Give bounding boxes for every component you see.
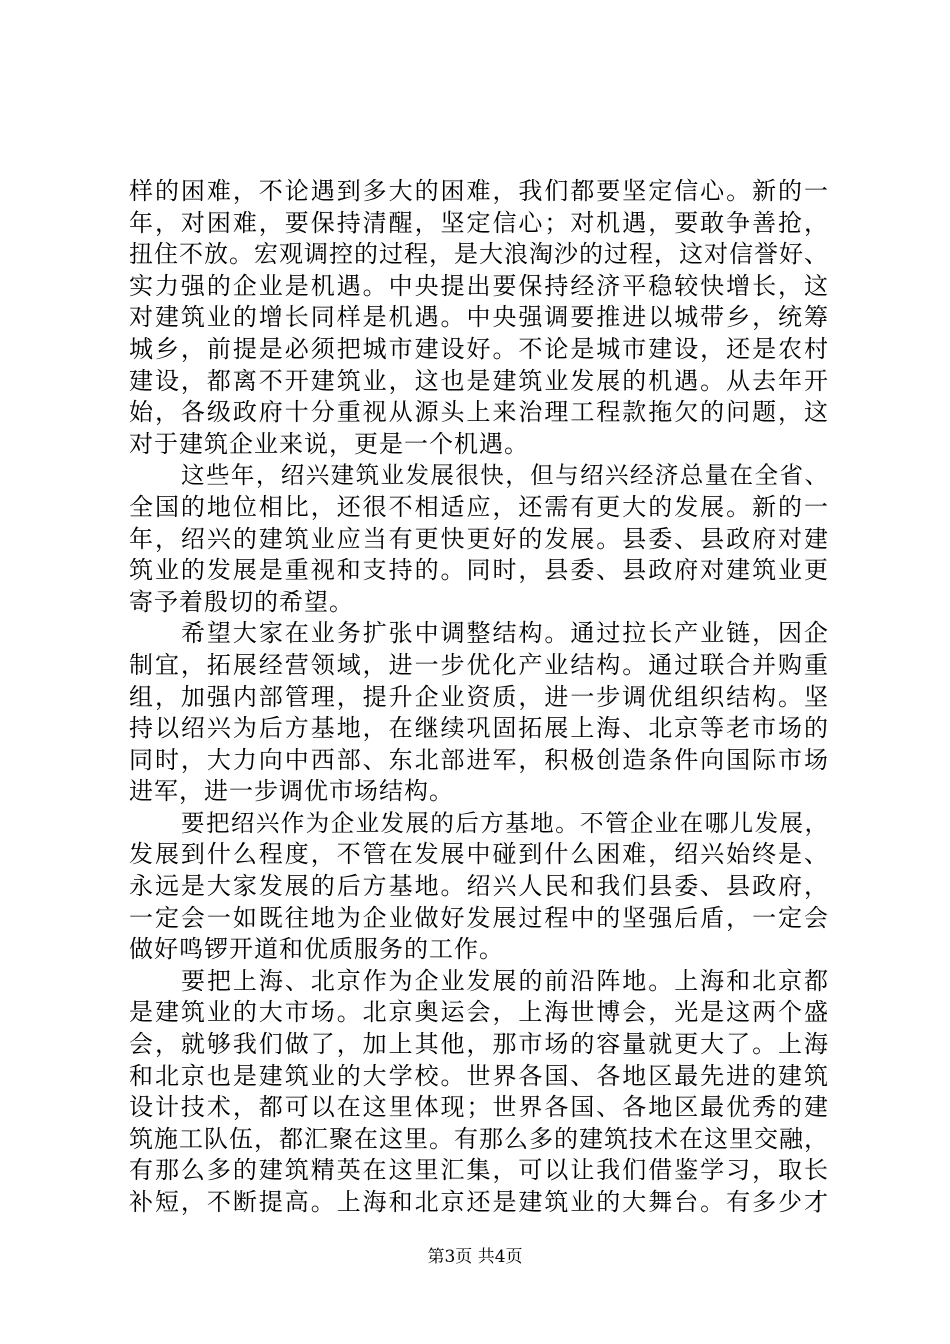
- page-number-footer: 第3页 共4页: [427, 1247, 523, 1267]
- text-line: 实力强的企业是机遇。中央提出要保持经济平稳较快增长，这: [129, 271, 829, 300]
- text-line: 对建筑业的增长同样是机遇。中央强调要推进以城带乡，统筹: [129, 303, 829, 332]
- text-line: 一定会一如既往地为企业做好发展过程中的坚强后盾，一定会: [129, 903, 829, 932]
- text-line: 同时，大力向中西部、东北部进军，积极创造条件向国际市场: [129, 745, 829, 774]
- text-line: 寄予着殷切的希望。: [129, 587, 354, 616]
- text-line: 年，绍兴的建筑业应当有更快更好的发展。县委、县政府对建: [129, 524, 829, 553]
- text-line: 扭住不放。宏观调控的过程，是大浪淘沙的过程，这对信誉好、: [129, 240, 829, 269]
- text-line: 设计技术，都可以在这里体现；世界各国、各地区最优秀的建: [129, 1093, 829, 1122]
- text-line: 制宜，拓展经营领域，进一步优化产业结构。通过联合并购重: [129, 650, 829, 679]
- text-line: 有那么多的建筑精英在这里汇集，可以让我们借鉴学习，取长: [129, 1156, 829, 1185]
- paragraph-start-line: 要把绍兴作为企业发展的后方基地。不管企业在哪儿发展，: [181, 808, 829, 837]
- body-text: [129, 176, 829, 1219]
- text-line: 建设，都离不开建筑业，这也是建筑业发展的机遇。从去年开: [129, 366, 829, 395]
- text-line: 会，就够我们做了，加上其他，那市场的容量就更大了。上海: [129, 1030, 829, 1059]
- paragraph-start-line: 要把上海、北京作为企业发展的前沿阵地。上海和北京都: [181, 966, 829, 995]
- text-line: 持以绍兴为后方基地，在继续巩固拓展上海、北京等老市场的: [129, 714, 829, 743]
- text-line: 进军，进一步调优市场结构。: [129, 777, 454, 806]
- text-line: 组，加强内部管理，提升企业资质，进一步调优组织结构。坚: [129, 682, 829, 711]
- text-line: 对于建筑企业来说，更是一个机遇。: [129, 429, 529, 458]
- text-line: 全国的地位相比，还很不相适应，还需有更大的发展。新的一: [129, 492, 829, 521]
- text-line: 永远是大家发展的后方基地。绍兴人民和我们县委、县政府，: [129, 872, 829, 901]
- paragraph-start-line: 希望大家在业务扩张中调整结构。通过拉长产业链，因企: [181, 619, 829, 648]
- paragraph-start-line: 这些年，绍兴建筑业发展很快，但与绍兴经济总量在全省、: [181, 461, 829, 490]
- text-line: 城乡，前提是必须把城市建设好。不论是城市建设，还是农村: [129, 334, 829, 363]
- text-line: 发展到什么程度，不管在发展中碰到什么困难，绍兴始终是、: [129, 840, 829, 869]
- text-line: 做好鸣锣开道和优质服务的工作。: [129, 935, 504, 964]
- text-line: 是建筑业的大市场。北京奥运会，上海世博会，光是这两个盛: [129, 998, 829, 1027]
- text-line: 和北京也是建筑业的大学校。世界各国、各地区最先进的建筑: [129, 1061, 829, 1090]
- text-line: 年，对困难，要保持清醒，坚定信心；对机遇，要敢争善抢，: [129, 208, 829, 237]
- text-line: 筑施工队伍，都汇聚在这里。有那么多的建筑技术在这里交融，: [129, 1124, 829, 1153]
- text-line: 样的困难，不论遇到多大的困难，我们都要坚定信心。新的一: [129, 177, 829, 205]
- text-line: 筑业的发展是重视和支持的。同时，县委、县政府对建筑业更: [129, 556, 829, 585]
- text-line: 补短，不断提高。上海和北京还是建筑业的大舞台。有多少才: [129, 1188, 829, 1216]
- text-line: 始，各级政府十分重视从源头上来治理工程款拖欠的问题，这: [129, 398, 829, 427]
